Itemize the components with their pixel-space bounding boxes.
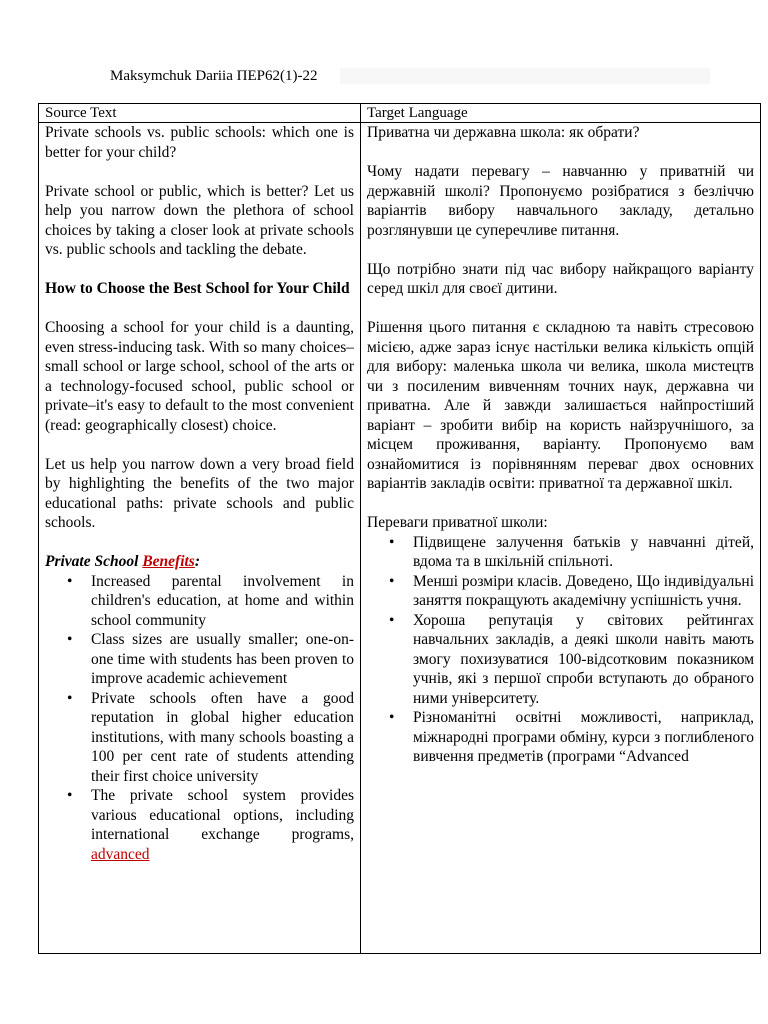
target-heading: Що потрібно знати під час вибору найкращого варіанту серед шкіл для своєї дитини. — [367, 260, 754, 297]
author-highlight — [340, 68, 710, 84]
source-para-2: Let us help you narrow down a very broad field by highlighting the benefits of the two major educational paths: private schools and public schools. — [45, 455, 354, 531]
source-title: Private schools vs. public schools: which one is better for your child? — [45, 124, 354, 161]
source-bullet: • Increased parental involvement in children's education, at home and within school community — [91, 572, 354, 631]
target-bullet: • Різноманітні освітні можливості, наприклад, міжнародні програми обміну, курси з поглибленого вивчення предметів (програми “Advanced — [413, 708, 754, 767]
target-bullet: • Підвищене залучення батьків у навчанні дітей, вдома та в шкільній спільноті. — [413, 533, 754, 572]
author-line: Maksymchuk Dariia ПЕР62(1)-22 — [110, 68, 318, 84]
target-bullet: • Хороша репутація у світових рейтингах навчальних закладів, а деякі школи навіть мають змогу похизуватися 100-відсотковим показником учнів, які з першої спроби вступають до обраного ними університету. — [413, 611, 754, 709]
header-target: Target Language — [361, 104, 761, 123]
target-cell — [361, 123, 761, 954]
translation-table — [38, 103, 761, 954]
source-cell — [39, 123, 361, 954]
advanced-link[interactable]: advanced — [91, 845, 150, 863]
source-bullet: • Private schools often have a good reputation in global higher education institutions, with many schools boasting a 100 per cent rate of students attending their first choice university — [91, 689, 354, 787]
target-bullet: • Менші розміри класів. Доведено, Що індивідуальні заняття покращують академічну успішність учня. — [413, 572, 754, 611]
target-benefits-heading: Переваги приватної школи: — [367, 514, 548, 531]
source-bullet: • The private school system provides various educational options, including international exchange programs, advanced — [91, 786, 354, 864]
source-benefits-heading: Private School Benefits: — [45, 553, 201, 570]
source-intro: Private school or public, which is better? Let us help you narrow down the plethora of school choices by taking a closer look at private schools vs. public schools and tackling the debate. — [45, 182, 354, 258]
target-para-1: Рішення цього питання є складною та навіть стресовою місією, адже зараз існує настільки велика кількість опцій для вибору: маленька школа чи велика, школа мистецтв чи з посиленим вивченням точних наук, державна чи приватна. Але й завжди залишається найпростіший варіант – зробити вибір на користь найзручнішого, за місцем проживання, варіанту. Пропонуємо вам ознайомитися із порівнянням переваг двох основних варіантів закладів освіти: приватної та державної шкіл. — [367, 319, 754, 492]
target-intro: Чому надати перевагу – навчанню у приватній чи державній школі? Пропонуємо розібратися з безліччю варіантів вибору навчального закладу, детально розглянувши це суперечливе питання. — [367, 163, 754, 239]
source-para-1: Choosing a school for your child is a daunting, even stress-inducing task. With so many choices–small school or large school, school of the arts or a technology-focused school, public school or private–it's easy to default to the most convenient (read: geographically closest) choice. — [45, 319, 354, 434]
source-bullet: • Class sizes are usually smaller; one-on-one time with students has been proven to improve academic achievement — [91, 630, 354, 689]
header-source: Source Text — [39, 104, 361, 123]
benefits-link[interactable]: Benefits — [142, 553, 195, 570]
source-bullet-list — [45, 572, 354, 865]
source-heading: How to Choose the Best School for Your Child — [45, 280, 350, 297]
target-bullet-list — [367, 533, 754, 767]
target-title: Приватна чи державна школа: як обрати? — [367, 124, 640, 141]
